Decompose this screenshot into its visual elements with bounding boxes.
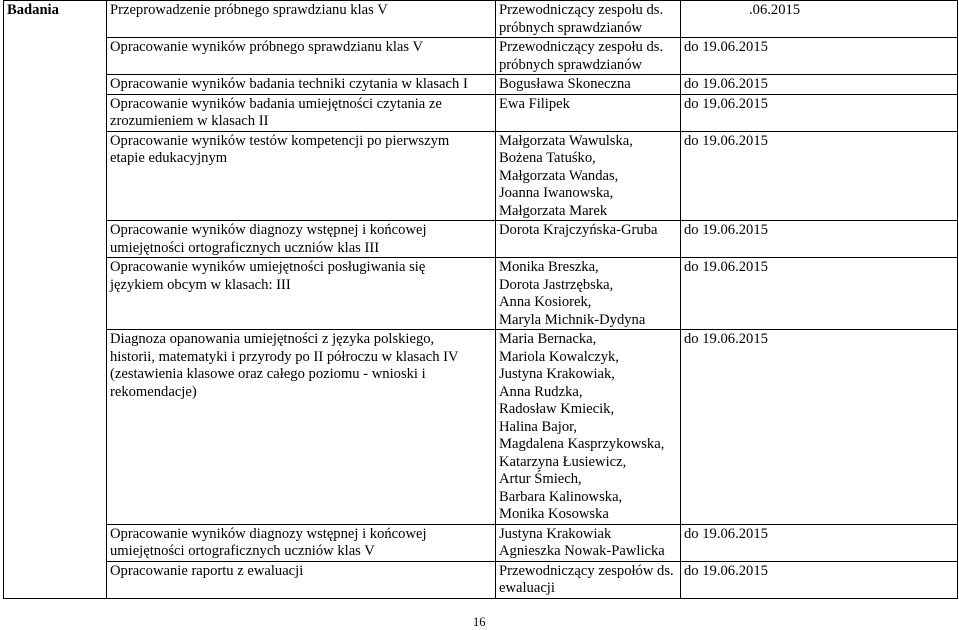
- person-line: Przewodniczący zespołu ds.: [499, 39, 664, 55]
- person-cell: [496, 258, 681, 330]
- task-line: Opracowanie wyników badania umiejętności czytania ze: [110, 95, 442, 112]
- table-row: [4, 221, 958, 258]
- table-row: [4, 94, 958, 131]
- person-cell: [496, 561, 681, 598]
- person-line: Bożena Tatuśko,: [499, 150, 596, 166]
- person-line: ewaluacji: [499, 580, 555, 596]
- person-line: Anna Rudzka,: [499, 383, 583, 400]
- task-line: umiejętności ortograficznych uczniów klas III: [110, 239, 380, 256]
- task-cell: [107, 131, 496, 221]
- person-cell: [496, 524, 681, 561]
- task-line: językiem obcym w klasach: III: [110, 276, 291, 293]
- table-row: [4, 330, 958, 525]
- table-row: [4, 258, 958, 330]
- person-line: Małgorzata Wawulska,: [499, 132, 633, 149]
- task-cell: [107, 258, 496, 330]
- table-body: [4, 1, 958, 599]
- deadline-cell: do 19.06.2015: [681, 524, 958, 561]
- person-line: Małgorzata Wandas,: [499, 167, 619, 184]
- deadline-cell: do 19.06.2015: [681, 94, 958, 131]
- task-cell: [107, 524, 496, 561]
- task-cell: [107, 94, 496, 131]
- table-row: [4, 1, 958, 38]
- deadline-cell: .06.2015: [681, 1, 958, 38]
- task-cell: [107, 330, 496, 525]
- person-line: Artur Śmiech,: [499, 471, 582, 487]
- person-line: Maryla Michnik-Dydyna: [499, 311, 646, 328]
- person-cell: [496, 131, 681, 221]
- person-line: Przewodniczący zespołu ds.: [499, 2, 664, 18]
- person-line: próbnych sprawdzianów: [499, 19, 643, 36]
- task-line: Opracowanie wyników diagnozy wstępnej i końcowej: [110, 525, 427, 542]
- table-row: [4, 38, 958, 75]
- section-label: Badania: [4, 1, 107, 599]
- person-line: Bogusława Skoneczna: [499, 76, 631, 92]
- person-line: Joanna Iwanowska,: [499, 185, 614, 201]
- person-cell: [496, 1, 681, 38]
- task-line: umiejętności ortograficznych uczniów klas V: [110, 543, 375, 559]
- deadline-cell: do 19.06.2015: [681, 38, 958, 75]
- task-cell: [107, 561, 496, 598]
- person-line: Mariola Kowalczyk,: [499, 348, 619, 365]
- task-line: etapie edukacyjnym: [110, 150, 228, 166]
- deadline-cell: do 19.06.2015: [681, 258, 958, 330]
- task-line: Opracowanie wyników umiejętności posługiwania się: [110, 259, 426, 275]
- person-cell: [496, 75, 681, 95]
- deadline-cell: do 19.06.2015: [681, 75, 958, 95]
- person-cell: [496, 38, 681, 75]
- person-line: Justyna Krakowiak: [499, 525, 612, 542]
- task-line: Opracowanie raportu z ewaluacji: [110, 562, 304, 579]
- person-line: Maria Bernacka,: [499, 331, 597, 347]
- person-cell: [496, 221, 681, 258]
- table-row: [4, 75, 958, 95]
- person-line: Barbara Kalinowska,: [499, 488, 623, 505]
- person-line: Ewa Filipek: [499, 95, 570, 112]
- task-line: Diagnoza opanowania umiejętności z języka polskiego,: [110, 331, 435, 347]
- person-line: próbnych sprawdzianów: [499, 56, 643, 73]
- person-line: Agnieszka Nowak-Pawlicka: [499, 543, 665, 559]
- person-line: Radosław Kmiecik,: [499, 401, 615, 417]
- task-cell: [107, 1, 496, 38]
- page-number: 16: [473, 615, 486, 629]
- table-row: [4, 524, 958, 561]
- deadline-cell: do 19.06.2015: [681, 221, 958, 258]
- person-line: Justyna Krakowiak,: [499, 366, 615, 382]
- task-line: Przeprowadzenie próbnego sprawdzianu klas V: [110, 2, 388, 18]
- person-line: Anna Kosiorek,: [499, 294, 592, 310]
- person-cell: [496, 330, 681, 525]
- deadline-cell: do 19.06.2015: [681, 131, 958, 221]
- research-schedule-table: [3, 0, 958, 599]
- task-line: zrozumieniem w klasach II: [110, 113, 269, 129]
- person-line: Halina Bajor,: [499, 418, 578, 435]
- deadline-cell: do 19.06.2015: [681, 561, 958, 598]
- task-line: Opracowanie wyników próbnego sprawdzianu klas V: [110, 39, 424, 55]
- task-line: Opracowanie wyników testów kompetencji po pierwszym: [110, 132, 450, 149]
- table-row: [4, 561, 958, 598]
- person-line: Małgorzata Marek: [499, 202, 608, 219]
- table-row: [4, 131, 958, 221]
- task-cell: [107, 221, 496, 258]
- person-line: Katarzyna Łusiewicz,: [499, 453, 627, 470]
- task-line: (zestawienia klasowe oraz całego poziomu - wnioski i: [110, 366, 426, 382]
- task-cell: [107, 75, 496, 95]
- person-line: Monika Breszka,: [499, 259, 599, 275]
- person-line: Dorota Krajczyńska-Gruba: [499, 222, 658, 238]
- person-line: Dorota Jastrzębska,: [499, 276, 614, 293]
- task-line: historii, matematyki i przyrody po II półroczu w klasach IV: [110, 348, 459, 365]
- person-line: Przewodniczący zespołów ds.: [499, 562, 674, 579]
- deadline-cell: do 19.06.2015: [681, 330, 958, 525]
- task-line: rekomendacje): [110, 383, 197, 400]
- task-cell: [107, 38, 496, 75]
- person-line: Monika Kosowska: [499, 506, 609, 522]
- task-line: Opracowanie wyników diagnozy wstępnej i końcowej: [110, 222, 427, 238]
- person-cell: [496, 94, 681, 131]
- person-line: Magdalena Kasprzykowska,: [499, 436, 665, 452]
- task-line: Opracowanie wyników badania techniki czytania w klasach I: [110, 76, 468, 92]
